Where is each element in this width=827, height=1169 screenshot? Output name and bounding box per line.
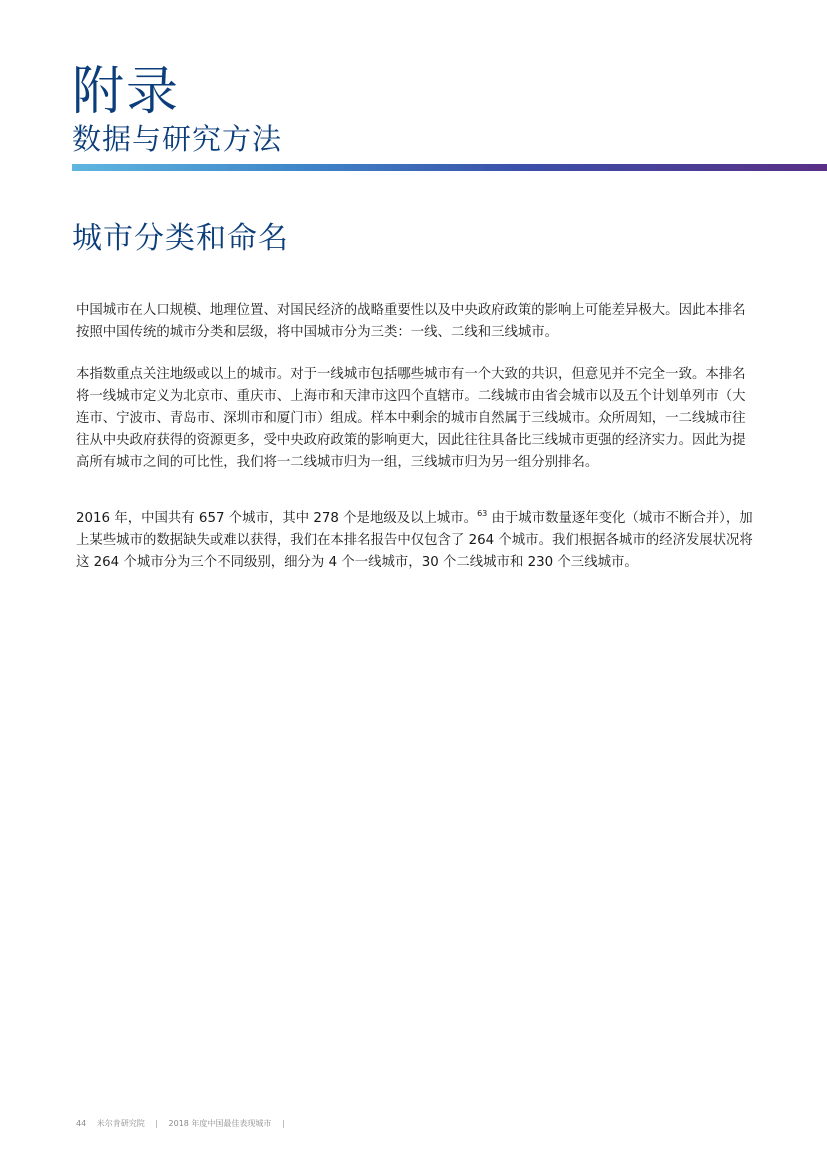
page-subtitle: 数据与研究方法: [72, 122, 283, 156]
page-number: 44: [76, 1119, 87, 1128]
page-title: 附录: [72, 62, 181, 122]
footnote-reference[interactable]: 63: [477, 509, 488, 518]
page-footer: [76, 1118, 293, 1130]
paragraph-3-text-end: 由于城市数量逐年变化（城市不断合并），加上某些城市的数据缺失或难以获得，我们在本排名报告中仅包含了 264 个城市。我们根据各城市的经济发展状况将这 264 个城市分为三个不同级别，细分为 4 个一线城市，30 个二线城市和 230 个三线城市。: [76, 511, 753, 570]
footer-publisher: 米尔肯研究院: [96, 1119, 145, 1128]
body-paragraph-3: [76, 508, 756, 574]
body-paragraph-1: 中国城市在人口规模、地理位置、对国民经济的战略重要性以及中央政府政策的影响上可能差异极大。因此本排名按照中国传统的城市分类和层级，将中国城市分为三类：一线、二线和三线城市。: [76, 303, 746, 340]
footer-report-title: 2018 年度中国最佳表现城市: [168, 1119, 272, 1128]
footer-separator-end: |: [281, 1119, 285, 1128]
paragraph-3-text-start: 2016 年，中国共有 657 个城市，其中 278 个是地级及以上城市。: [76, 511, 478, 526]
footer-separator: |: [155, 1119, 158, 1128]
section-heading: 城市分类和命名: [72, 221, 289, 256]
body-paragraph-2: 本指数重点关注地级或以上的城市。对于一线城市包括哪些城市有一个大致的共识，但意见并不完全一致。本排名将一线城市定义为北京市、重庆市、上海市和天津市这四个直辖市。二线城市由省会城市以及五个计划单列市（大连市、宁波市、青岛市、深圳市和厦门市）组成。样本中剩余的城市自然属于三线城市。众所周知，一二线城市往往从中央政府获得的资源更多，受中央政府政策的影响更大，因此往往具备比三线城市更强的经济实力。因此为提高所有城市之间的可比性，我们将一二线城市归为一组，三线城市归为另一组分别排名。: [76, 367, 746, 470]
header-gradient-rule: [72, 164, 827, 171]
